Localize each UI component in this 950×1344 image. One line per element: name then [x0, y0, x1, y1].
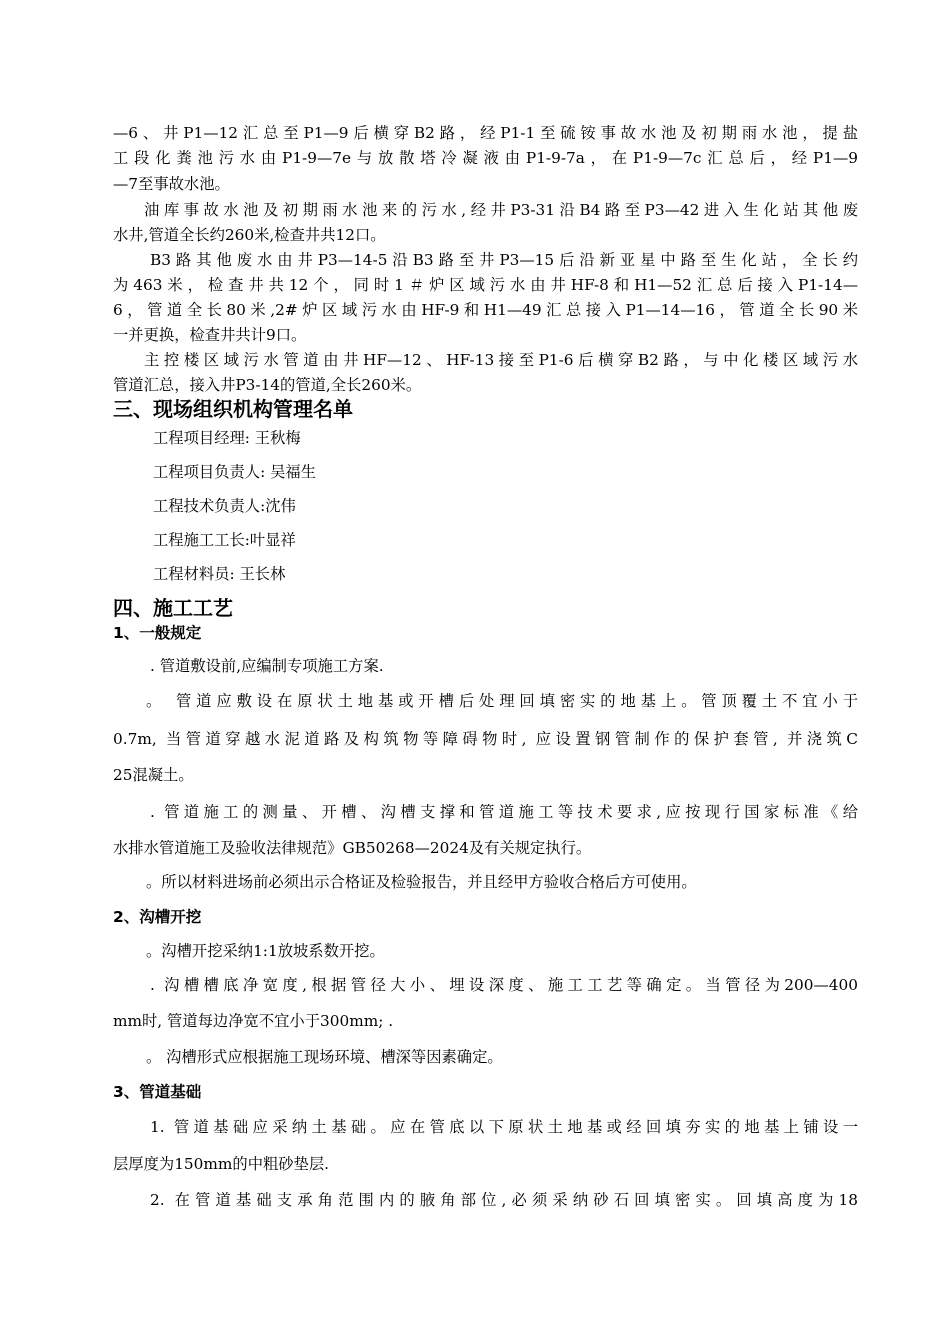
paragraph-line: 一并更换，检查井共计9口。	[113, 326, 307, 344]
section-heading: 三、现场组织机构管理名单	[113, 397, 353, 421]
paragraph-line: 。沟槽开挖采纳1:1放坡系数开挖。	[146, 942, 385, 960]
paragraph-line: —7至事故水池。	[113, 175, 230, 193]
section-heading: 四、施工工艺	[113, 596, 233, 620]
staff-item: 工程技术负责人:沈伟	[153, 497, 296, 515]
paragraph-line: 1. 管道基础应采纳土基础。应在管底以下原状土地基或经回填夯实的地基上铺设一	[150, 1118, 858, 1136]
paragraph-line: 为463米，检查井共12个，同时1＃炉区域污水由井HF-8和H1—52汇总后接入P1-14—	[113, 276, 858, 294]
paragraph-line: 层厚度为150mm的中粗砂垫层.	[113, 1155, 330, 1173]
paragraph-line: 管道汇总，接入井P3-14的管道,全长260米。	[113, 376, 422, 394]
staff-item: 工程项目负责人: 吴福生	[153, 463, 316, 481]
staff-item: 工程材料员: 王长林	[153, 565, 286, 583]
paragraph-line: 。 管道应敷设在原状土地基或开槽后处理回填密实的地基上。管顶覆土不宜小于	[146, 692, 858, 710]
paragraph-line: 。 沟槽形式应根据施工现场环境、槽深等因素确定。	[146, 1048, 503, 1066]
paragraph-line: 水井,管道全长约260米,检查井共12口。	[113, 226, 386, 244]
paragraph-line: . 管道施工的测量、开槽、沟槽支撑和管道施工等技术要求,应按现行国家标准《给	[150, 803, 858, 821]
paragraph-line: . 管道敷设前,应编制专项施工方案.	[150, 657, 384, 675]
paragraph-line: B3路其他废水由井P3—14-5沿B3路至井P3—15后沿新亚星中路至生化站，全长约	[150, 251, 858, 269]
subsection-heading: 3、管道基础	[113, 1083, 202, 1101]
paragraph-line: . 沟槽槽底净宽度,根据管径大小、埋设深度、施工工艺等确定。当管径为200—400	[150, 976, 858, 994]
staff-item: 工程项目经理: 王秋梅	[153, 429, 301, 447]
paragraph-line: 主控楼区域污水管道由井HF—12、HF-13接至P1-6后横穿B2路，与中化楼区域污水	[144, 351, 858, 369]
staff-item: 工程施工工长:叶显祥	[153, 531, 296, 549]
paragraph-line: 工段化粪池污水由P1-9—7e与放散塔冷凝液由P1-9-7a，在P1-9—7c汇总后，经P1—9	[113, 149, 858, 167]
paragraph-line: 水排水管道施工及验收法律规范》GB50268—2024及有关规定执行。	[113, 839, 592, 857]
subsection-heading: 2、沟槽开挖	[113, 908, 202, 926]
paragraph-line: 25混凝土。	[113, 766, 194, 784]
paragraph-line: 。所以材料进场前必须出示合格证及检验报告，并且经甲方验收合格后方可使用。	[146, 873, 697, 891]
paragraph-line: —6、井P1—12汇总至P1—9后横穿B2路，经P1-1至硫铵事故水池及初期雨水池，提盐	[113, 124, 858, 142]
paragraph-line: 0.7m, 当管道穿越水泥道路及构筑物等障碍物时, 应设置钢管制作的保护套管, 并浇筑C	[113, 730, 858, 748]
paragraph-line: 6，管道全长80米,2#炉区域污水由HF-9和H1—49汇总接入P1—14—16，管道全长90米	[113, 301, 858, 319]
subsection-heading: 1、一般规定	[113, 624, 202, 642]
paragraph-line: 油库事故水池及初期雨水池来的污水,经井P3-31沿B4路至P3—42进入生化站其他废	[144, 201, 858, 219]
paragraph-line: 2. 在管道基础支承角范围内的腋角部位,必须采纳砂石回填密实。回填高度为18	[150, 1191, 858, 1209]
paragraph-line: mm时, 管道每边净宽不宜小于300mm; .	[113, 1012, 394, 1030]
